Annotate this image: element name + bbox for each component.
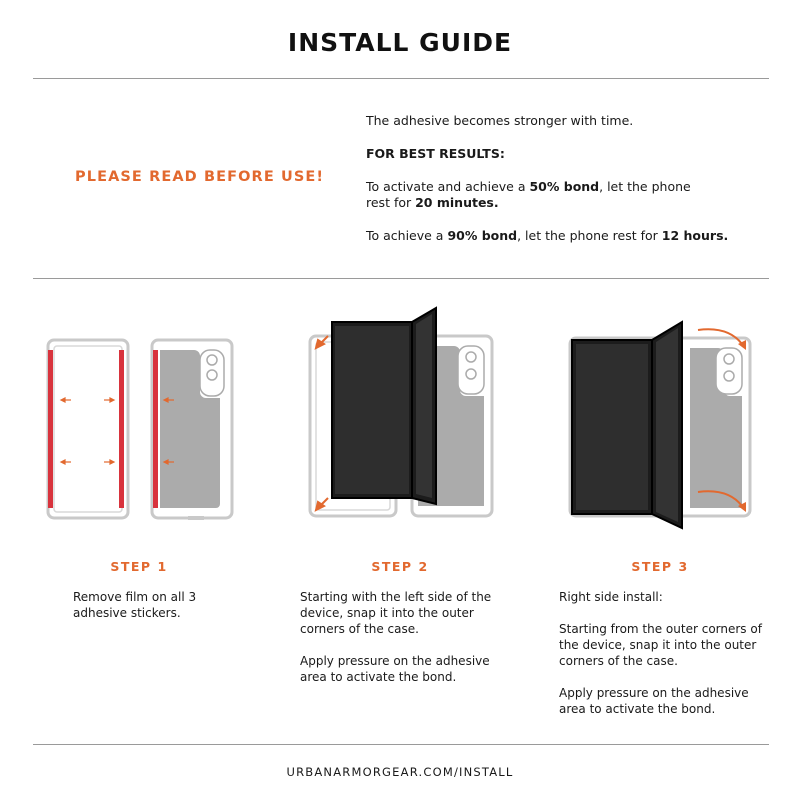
bottom-divider	[33, 744, 769, 745]
top-divider	[33, 78, 769, 79]
step1-label: STEP 1	[110, 559, 168, 574]
middle-divider	[33, 278, 769, 279]
adhesive-info	[366, 113, 766, 261]
step2-illustration	[300, 300, 500, 530]
best-results-heading: FOR BEST RESULTS:	[366, 146, 505, 161]
page-title: INSTALL GUIDE	[287, 28, 513, 57]
adhesive-strip-right	[119, 350, 124, 508]
fifty-percent-instructions: To activate and achieve a 50% bond, let the phone rest for 20 minutes.	[366, 179, 691, 210]
adhesive-intro: The adhesive becomes stronger with time.	[366, 113, 634, 128]
adhesive-strip-left	[48, 350, 53, 508]
step3-illustration	[560, 300, 760, 530]
step1-illustration	[40, 300, 240, 530]
step3-text: Right side install: Starting from the outer corners of the device, snap it into the outer corners of the case. Apply pressure on the adhesive area to activate the bond.	[559, 590, 762, 716]
ninety-percent-instructions: To achieve a 90% bond, let the phone rest for 12 hours.	[366, 228, 729, 243]
adhesive-strip-back	[153, 350, 158, 508]
read-before-use-warning: PLEASE READ BEFORE USE!	[75, 169, 325, 185]
step3-label: STEP 3	[631, 559, 689, 574]
step2-text: Starting with the left side of the device, snap it into the outer corners of the case. Apply pressure on the adhesive area to activate the bond.	[300, 590, 492, 684]
install-url[interactable]: URBANARMORGEAR.COM/INSTALL	[286, 765, 514, 779]
step2-label: STEP 2	[371, 559, 429, 574]
step1-text: Remove film on all 3 adhesive stickers.	[73, 590, 197, 620]
